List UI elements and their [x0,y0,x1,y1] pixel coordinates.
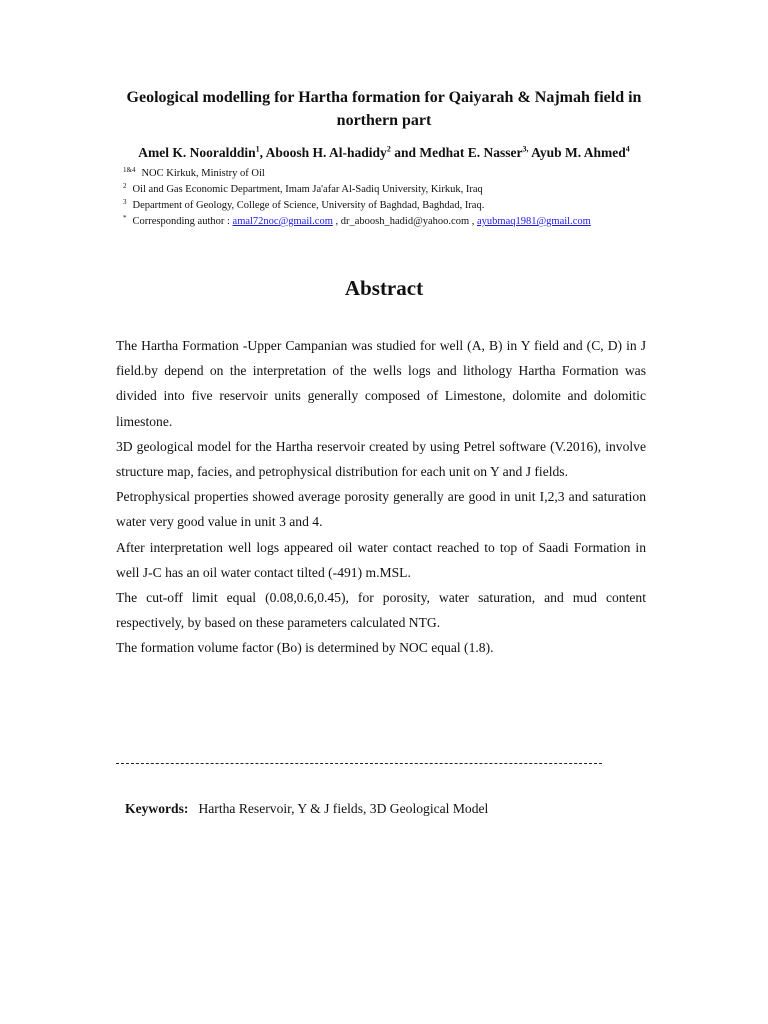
email-link[interactable]: amal72noc@gmail.com [232,216,333,227]
affiliation-text: NOC Kirkuk, Ministry of Oil [141,168,265,179]
affiliation-marker: 1&4 [123,165,136,174]
author-name: Aboosh H. Al-hadidy [265,145,387,160]
author-superscript: 4 [625,144,630,154]
dashed-divider [116,763,602,764]
email-link[interactable]: ayubmaq1981@gmail.com [477,216,591,227]
affiliation-marker: 3 [123,197,127,206]
abstract-paragraph: The Hartha Formation -Upper Campanian was studied for well (A, B) in Y field and (C, D) in J field.by depend on the interpretation of the wells logs and lithology Hartha Formation was divided into five reservoir units generally composed of Limestone, dolomite and dolomitic limestone. [116,338,646,429]
paper-title: Geological modelling for Hartha formation for Qaiyarah & Najmah field in northern part [126,89,642,129]
affiliation-text: Oil and Gas Economic Department, Imam Ja'afar Al-Sadiq University, Kirkuk, Iraq [132,184,483,195]
affiliation-economics [123,183,483,197]
abstract-heading: Abstract [344,276,424,300]
affiliation-noc [123,167,265,181]
author-name: Amel K. Nooralddin [138,145,256,160]
keywords-label: Keywords: [125,801,189,816]
author-superscript: 2 [386,144,391,154]
author-name: Ayub M. Ahmed [531,145,626,160]
author-name: Medhat E. Nasser [419,145,523,160]
abstract-paragraph: The cut-off limit equal (0.08,0.6,0.45), for porosity, water saturation, and mud content respectively, by based on these parameters calculated NTG. [116,590,646,631]
email-separator: , [469,216,477,227]
author-separator: , [259,145,266,160]
corresponding-label: Corresponding author : [132,216,233,227]
affiliation-text: Department of Geology, College of Science, University of Baghdad, Baghdad, Iraq. [132,200,485,211]
email-separator: , [332,216,341,227]
abstract-paragraph: 3D geological model for the Hartha reservoir created by using Petrel software (V.2016), involve structure map, facies, and petrophysical distribution for each unit on Y and J fields. [116,438,646,480]
abstract-paragraph: After interpretation well logs appeared oil water contact reached to top of Saadi Formation in well J-C has an oil water contact tilted (-491) m.MSL. [116,539,646,580]
affiliation-geology [123,199,484,213]
corresponding-author [123,215,591,229]
author-separator: and [390,145,420,160]
abstract-body [116,333,646,661]
keywords-line [125,800,488,818]
affiliation-marker: 2 [123,181,127,190]
author-superscript: 3, [522,144,529,154]
abstract-paragraph: The formation volume factor (Bo) is determined by NOC equal (1.8). [116,640,494,656]
author-line [60,144,708,162]
abstract-paragraph: Petrophysical properties showed average porosity generally are good in unit I,2,3 and saturation water very good value in unit 3 and 4. [116,489,646,530]
keywords-text: Hartha Reservoir, Y & J fields, 3D Geological Model [198,801,489,816]
affiliation-marker: * [123,213,127,222]
email-text: dr_aboosh_hadid@yahoo.com [340,216,470,227]
author-superscript: 1 [255,144,260,154]
